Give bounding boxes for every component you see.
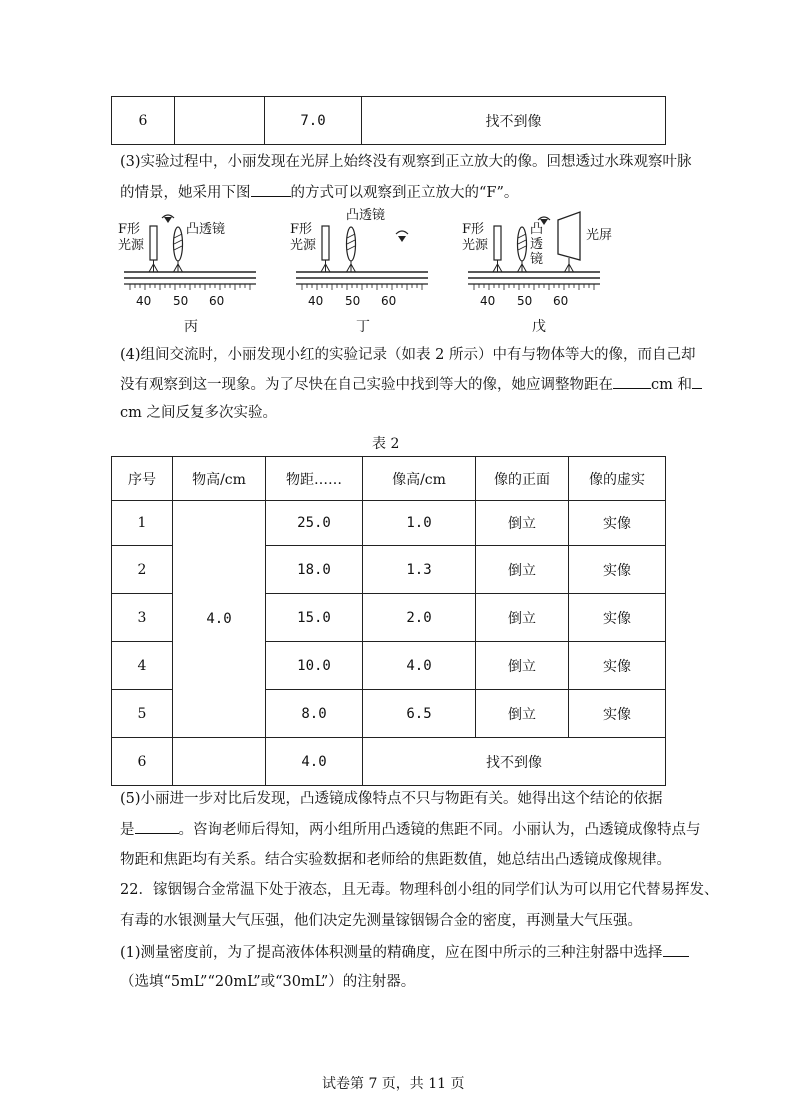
table2-header-nature: 像的虚实 xyxy=(569,457,666,501)
table2-cell-image-height: 6.5 xyxy=(363,690,476,738)
table2-cell-index: 5 xyxy=(112,690,173,738)
q3-line1: (3)实验过程中，小丽发现在光屏上始终没有观察到正立放大的像。回想透过水珠观察叶脉 xyxy=(120,154,692,170)
figure-ding-source-label-2: 光源 xyxy=(290,238,317,253)
light-screen-icon xyxy=(558,212,580,260)
q22-answer-blank xyxy=(663,942,689,957)
table1-cell-result: 找不到像 xyxy=(362,97,666,145)
table2-cell-index: 1 xyxy=(112,501,173,546)
figure-bing-tick-50: 50 xyxy=(173,294,189,308)
figure-wu-source-label-2: 光源 xyxy=(462,238,489,253)
q22-line4: （选填“5mL”“20mL”或“30mL”）的注射器。 xyxy=(120,974,416,990)
f-light-source-icon xyxy=(322,226,329,260)
table2-cell-distance: 18.0 xyxy=(266,546,363,594)
table1-cell-distance: 7.0 xyxy=(265,97,362,145)
figure-bing-tick-40: 40 xyxy=(136,294,152,308)
table2-cell-object-height-empty xyxy=(173,738,266,786)
figure-wu-tick-50: 50 xyxy=(517,294,533,308)
eye-icon xyxy=(162,215,174,223)
table2-cell-distance: 8.0 xyxy=(266,690,363,738)
table-row xyxy=(112,501,666,546)
q22-line3 xyxy=(120,942,689,963)
figure-bing-source-label-2: 光源 xyxy=(118,238,145,253)
figure-wu-tick-40: 40 xyxy=(480,294,496,308)
table-row xyxy=(112,738,666,786)
q5-line1: (5)小丽进一步对比后发现，凸透镜成像特点不只与物距有关。她得出这个结论的依据 xyxy=(120,791,663,807)
q3-line2-b: 的方式可以观察到正立放大的“F”。 xyxy=(290,185,519,201)
table2-cell-orientation: 倒立 xyxy=(476,642,569,690)
figure-ding-lens-label: 凸透镜 xyxy=(346,208,386,223)
q4-line2-a: 没有观察到这一现象。为了尽快在自己实验中找到等大的像，她应调整物距在 xyxy=(120,377,613,393)
figure-bing-caption: 丙 xyxy=(184,319,198,335)
table2-cell-nature: 实像 xyxy=(569,642,666,690)
q4-answer-blank-2 xyxy=(692,374,702,389)
figure-wu-lens-label-3: 镜 xyxy=(530,252,544,267)
table1-cell-height xyxy=(175,97,265,145)
figure-bing-lens-label: 凸透镜 xyxy=(186,222,226,237)
figure-wu-source-label-1: F形 xyxy=(462,222,485,237)
q3-answer-blank xyxy=(251,182,291,197)
q5-line3: 物距和焦距均有关系。结合实验数据和老师给的焦距数值，她总结出凸透镜成像规律。 xyxy=(120,852,671,868)
table2-cell-orientation: 倒立 xyxy=(476,501,569,546)
table2-cell-nature: 实像 xyxy=(569,690,666,738)
figure-wu-tick-60: 60 xyxy=(553,294,569,308)
page-footer: 试卷第 7 页，共 11 页 xyxy=(322,1076,465,1092)
table1-continuation xyxy=(111,96,666,145)
table2-cell-index: 3 xyxy=(112,594,173,642)
optical-bench-diagram-wu xyxy=(462,208,702,318)
table2-cell-distance: 15.0 xyxy=(266,594,363,642)
q4-line2-b: cm 和 xyxy=(651,377,692,393)
figure-ding-source-label-1: F形 xyxy=(290,222,313,237)
table2-cell-image-height: 1.0 xyxy=(363,501,476,546)
table2-title: 表 2 xyxy=(372,436,400,452)
figure-ding-caption: 丁 xyxy=(356,319,370,335)
q5-line2-b: 。咨询老师后得知，两小组所用凸透镜的焦距不同。小丽认为，凸透镜成像特点与 xyxy=(178,822,701,838)
q5-answer-blank xyxy=(135,819,179,834)
table2 xyxy=(111,456,666,786)
figure-ding-tick-40: 40 xyxy=(308,294,324,308)
table2-cell-object-height: 4.0 xyxy=(173,501,266,738)
f-light-source-icon xyxy=(494,226,501,260)
eye-icon xyxy=(396,231,408,242)
table2-header-index: 序号 xyxy=(112,457,173,501)
table2-cell-image-height: 1.3 xyxy=(363,546,476,594)
table2-cell-distance: 25.0 xyxy=(266,501,363,546)
table2-header-distance: 物距…… xyxy=(266,457,363,501)
q5-line2 xyxy=(120,819,701,840)
table2-cell-orientation: 倒立 xyxy=(476,594,569,642)
table2-cell-image-height: 4.0 xyxy=(363,642,476,690)
figure-wu xyxy=(462,208,702,338)
figure-wu-screen-label: 光屏 xyxy=(586,228,613,243)
table2-cell-nature: 实像 xyxy=(569,501,666,546)
table2-cell-distance: 4.0 xyxy=(266,738,363,786)
q22-line1: 22．镓铟锡合金常温下处于液态，且无毒。物理科创小组的同学们认为可以用它代替易挥发、 xyxy=(120,882,719,898)
q4-line2 xyxy=(120,374,702,395)
q5-line2-a: 是 xyxy=(120,822,135,838)
q22-line2: 有毒的水银测量大气压强，他们决定先测量镓铟锡合金的密度，再测量大气压强。 xyxy=(120,913,642,929)
table2-cell-distance: 10.0 xyxy=(266,642,363,690)
figure-ding-tick-50: 50 xyxy=(345,294,361,308)
q4-line1: (4)组间交流时，小丽发现小红的实验记录（如表 2 所示）中有与物体等大的像，而自己却 xyxy=(120,347,696,363)
f-light-source-icon xyxy=(150,226,157,260)
table2-cell-image-height: 2.0 xyxy=(363,594,476,642)
q3-line2 xyxy=(120,182,518,203)
figure-wu-lens-label-2: 透 xyxy=(530,237,544,252)
table1-cell-index: 6 xyxy=(112,97,175,145)
q4-answer-blank-1 xyxy=(613,374,651,389)
table2-cell-nature: 实像 xyxy=(569,594,666,642)
figure-bing-tick-60: 60 xyxy=(209,294,225,308)
figure-wu-caption: 戊 xyxy=(532,319,546,335)
table2-cell-index: 6 xyxy=(112,738,173,786)
figure-wu-lens-label-1: 凸 xyxy=(530,222,544,237)
table2-header-object-height: 物高/cm xyxy=(173,457,266,501)
figure-ding-tick-60: 60 xyxy=(381,294,397,308)
table2-cell-orientation: 倒立 xyxy=(476,690,569,738)
table2-cell-result: 找不到像 xyxy=(363,738,666,786)
table2-header-image-height: 像高/cm xyxy=(363,457,476,501)
table2-cell-index: 4 xyxy=(112,642,173,690)
q22-line3-text: (1)测量密度前，为了提高液体体积测量的精确度，应在图中所示的三种注射器中选择 xyxy=(120,945,663,961)
q4-line3: cm 之间反复多次实验。 xyxy=(120,405,277,421)
table2-header-orientation: 像的正面 xyxy=(476,457,569,501)
figure-bing-source-label-1: F形 xyxy=(118,222,141,237)
table2-cell-orientation: 倒立 xyxy=(476,546,569,594)
q3-line2-a: 的情景，她采用下图 xyxy=(120,185,251,201)
table2-cell-index: 2 xyxy=(112,546,173,594)
table2-cell-nature: 实像 xyxy=(569,546,666,594)
